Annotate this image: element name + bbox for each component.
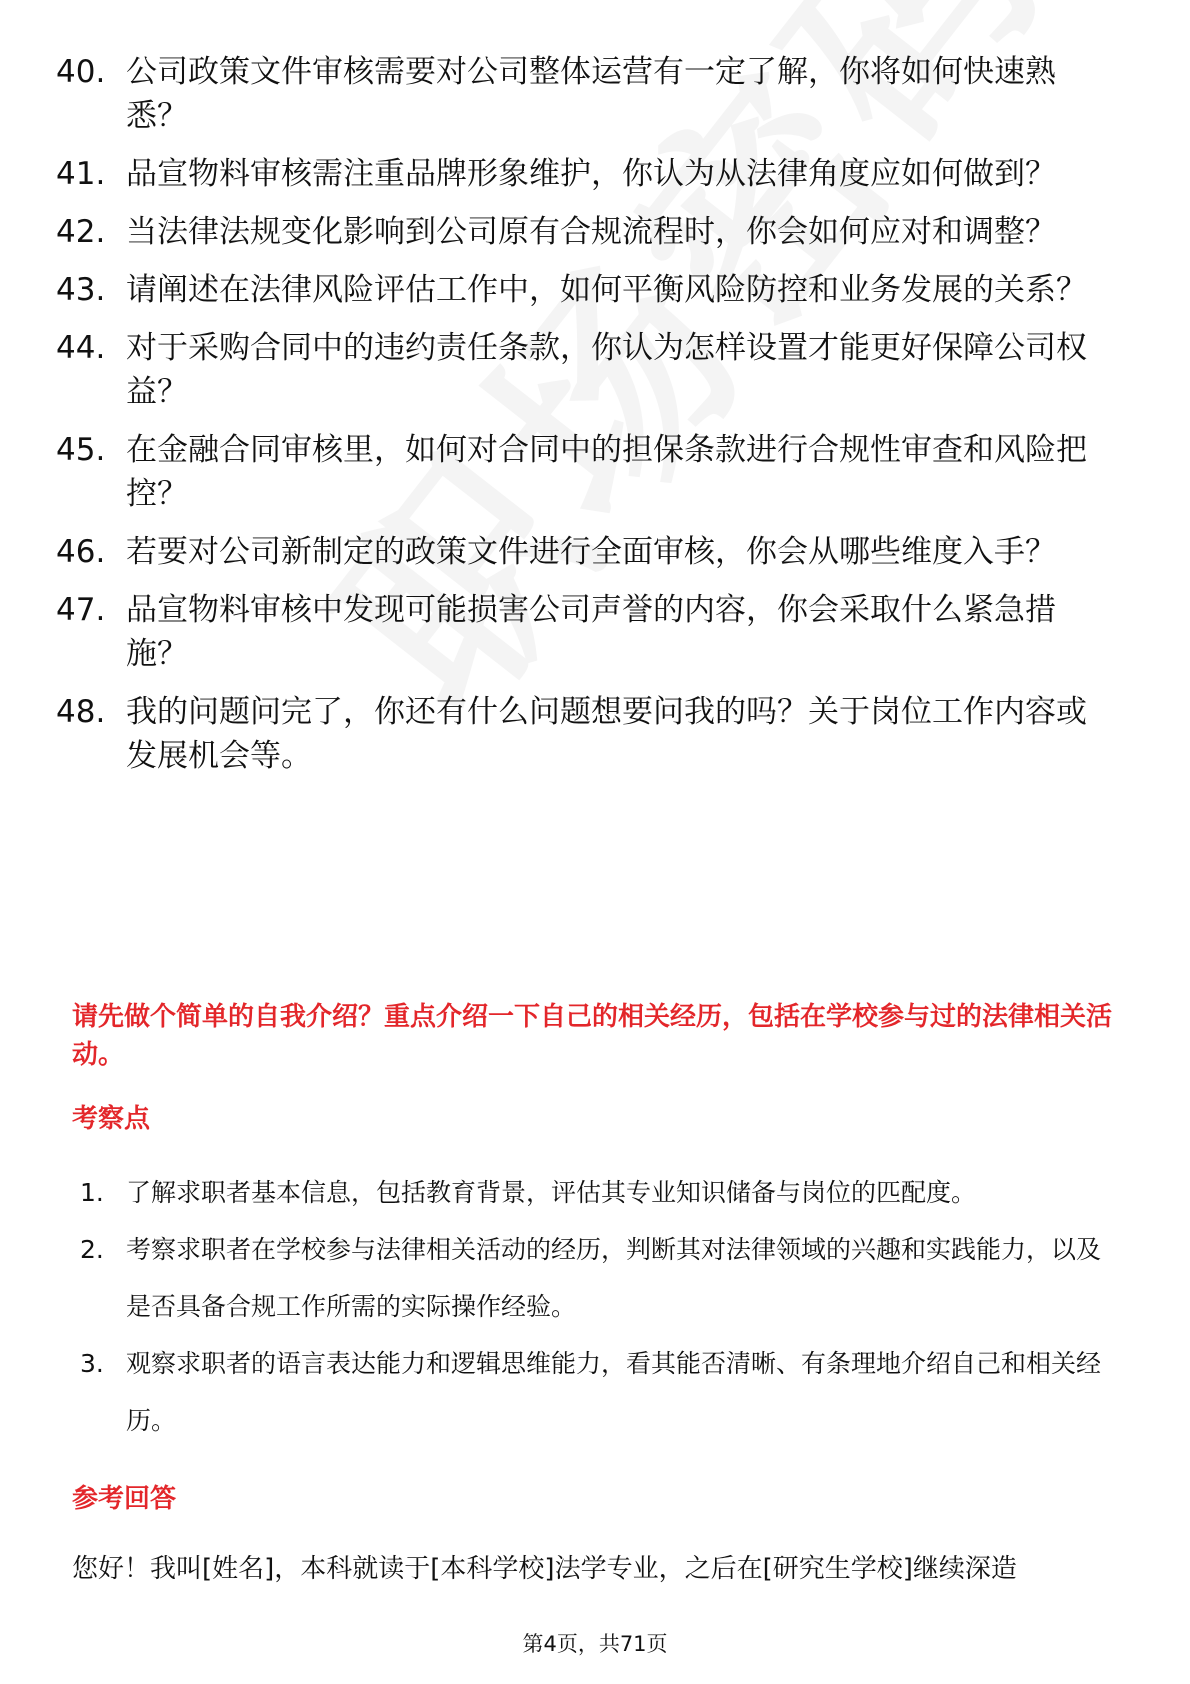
assessment-points-list — [80, 1164, 1120, 1449]
question-text: 品宣物料审核中发现可能损害公司声誉的内容，你会采取什么紧急措施？ — [126, 592, 1056, 672]
point-number: 2. — [80, 1235, 104, 1264]
point-number: 3. — [80, 1349, 104, 1378]
section-title-points: 考察点 — [72, 1104, 151, 1134]
question-number: 45. — [56, 432, 106, 468]
question-text: 品宣物料审核需注重品牌形象维护，你认为从法律角度应如何做到？ — [126, 156, 1056, 192]
point-text: 考察求职者在学校参与法律相关活动的经历，判断其对法律领域的兴趣和实践能力，以及是否具备合规工作所需的实际操作经验。 — [126, 1235, 1102, 1321]
list-item — [56, 152, 1116, 196]
point-number: 1. — [80, 1178, 104, 1207]
interview-question-heading: 请先做个简单的自我介绍？重点介绍一下自己的相关经历，包括在学校参与过的法律相关活动。 — [72, 1002, 1113, 1070]
list-item — [80, 1164, 1120, 1221]
question-text: 我的问题问完了，你还有什么问题想要问我的吗？关于岗位工作内容或发展机会等。 — [126, 694, 1087, 774]
question-number: 40. — [56, 54, 106, 90]
list-item — [56, 50, 1116, 138]
question-number: 47. — [56, 592, 106, 628]
question-number: 43. — [56, 272, 106, 308]
question-number: 44. — [56, 330, 106, 366]
question-number: 46. — [56, 534, 106, 570]
list-item — [56, 428, 1116, 516]
question-text: 公司政策文件审核需要对公司整体运营有一定了解，你将如何快速熟悉？ — [126, 54, 1056, 134]
list-item — [80, 1335, 1120, 1449]
question-text: 在金融合同审核里，如何对合同中的担保条款进行合规性审查和风险把控？ — [126, 432, 1087, 512]
question-text: 当法律法规变化影响到公司原有合规流程时，你会如何应对和调整？ — [126, 214, 1056, 250]
section-title-answer: 参考回答 — [72, 1484, 177, 1514]
list-item — [56, 268, 1116, 312]
reference-answer-text: 您好！我叫[姓名]，本科就读于[本科学校]法学专业，之后在[研究生学校]继续深造 — [72, 1554, 1017, 1584]
list-item — [56, 326, 1116, 414]
question-list — [56, 50, 1116, 792]
question-text: 请阐述在法律风险评估工作中，如何平衡风险防控和业务发展的关系？ — [126, 272, 1087, 308]
point-text: 了解求职者基本信息，包括教育背景，评估其专业知识储备与岗位的匹配度。 — [126, 1178, 977, 1207]
list-item — [56, 588, 1116, 676]
question-number: 41. — [56, 156, 106, 192]
list-item — [56, 530, 1116, 574]
list-item — [80, 1221, 1120, 1335]
question-number: 48. — [56, 694, 106, 730]
page-number: 第4页，共71页 — [522, 1632, 668, 1656]
question-text: 对于采购合同中的违约责任条款，你认为怎样设置才能更好保障公司权益？ — [126, 330, 1087, 410]
list-item — [56, 690, 1116, 778]
list-item — [56, 210, 1116, 254]
point-text: 观察求职者的语言表达能力和逻辑思维能力，看其能否清晰、有条理地介绍自己和相关经历。 — [126, 1349, 1102, 1435]
question-number: 42. — [56, 214, 106, 250]
question-text: 若要对公司新制定的政策文件进行全面审核，你会从哪些维度入手？ — [126, 534, 1056, 570]
